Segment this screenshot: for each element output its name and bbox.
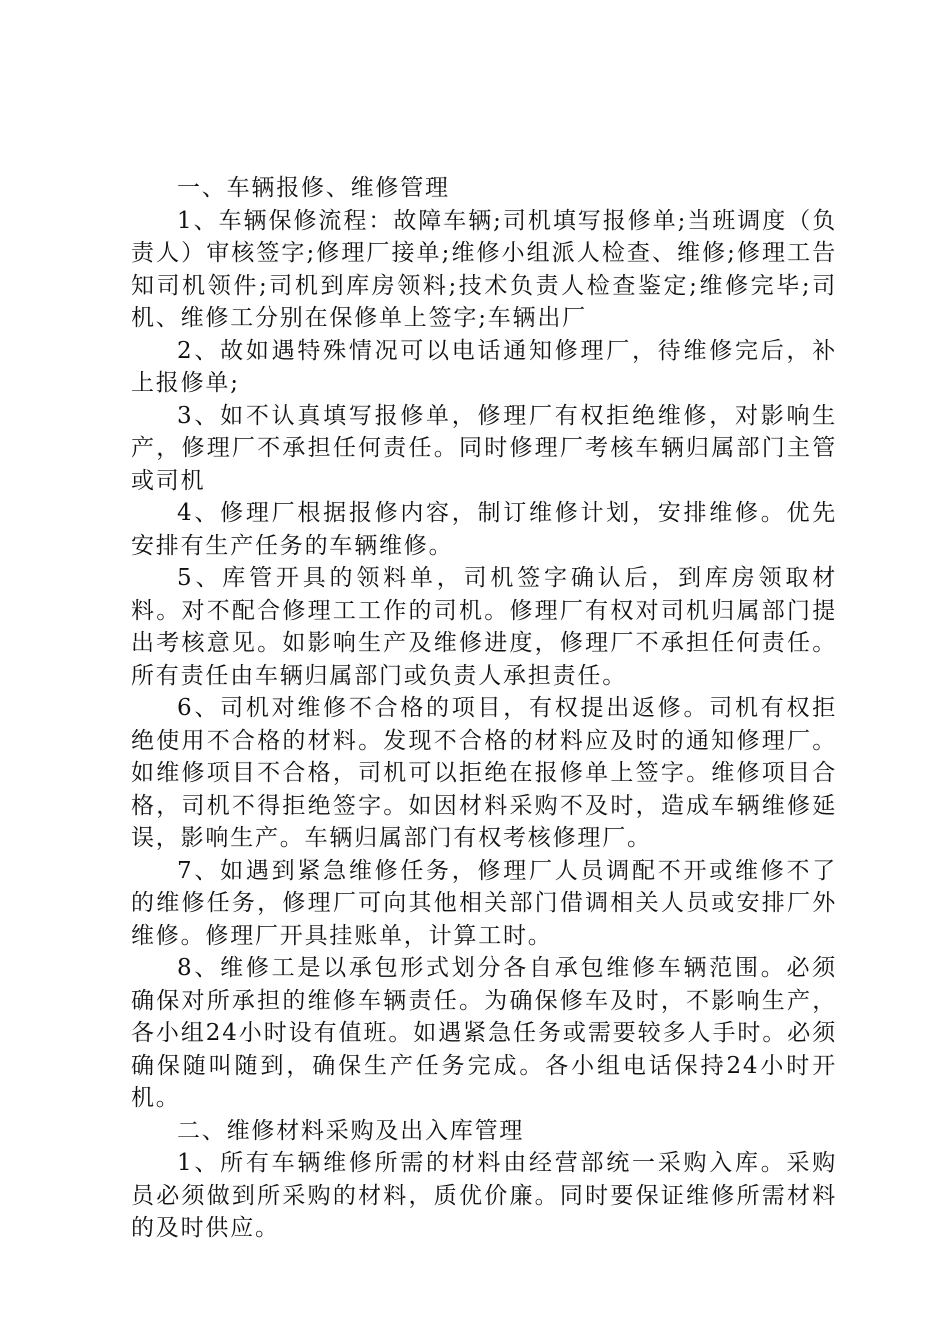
paragraph-2-1: 1、所有车辆维修所需的材料由经营部统一采购入库。采购员必须做到所采购的材料，质优价廉。同时要保证维修所需材料的及时供应。 <box>131 1150 837 1241</box>
paragraph-1-3: 3、如不认真填写报修单，修理厂有权拒绝维修，对影响生产，修理厂不承担任何责任。同时修理厂考核车辆归属部门主管或司机 <box>131 402 837 494</box>
paragraph-1-6: 6、司机对维修不合格的项目，有权提出返修。司机有权拒绝使用不合格的材料。发现不合格的材料应及时的通知修理厂。如维修项目不合格，司机可以拒绝在报修单上签字。维修项目合格，司机不得拒绝签字。如因材料采购不及时，造成车辆维修延误，影响生产。车辆归属部门有权考核修理厂。 <box>131 695 837 851</box>
paragraph-1-8: 8、维修工是以承包形式划分各自承包维修车辆范围。必须确保对所承担的维修车辆责任。为确保修车及时，不影响生产，各小组24小时设有值班。如遇紧急任务或需要较多人手时。必须确保随叫随到，确保生产任务完成。各小组电话保持24小时开机。 <box>131 955 837 1111</box>
paragraph-1-4: 4、修理厂根据报修内容，制订维修计划，安排维修。优先安排有生产任务的车辆维修。 <box>131 500 837 559</box>
paragraph-1-2: 2、故如遇特殊情况可以电话通知修理厂，待维修完后，补上报修单; <box>131 337 837 396</box>
document-body <box>131 172 837 1245</box>
section-heading-1: 一、车辆报修、维修管理 <box>177 175 450 201</box>
section-heading-2: 二、维修材料采购及出入库管理 <box>177 1117 525 1144</box>
paragraph-1-7: 7、如遇到紧急维修任务，修理厂人员调配不开或维修不了的维修任务，修理厂可向其他相关部门借调相关人员或安排厂外维修。修理厂开具挂账单，计算工时。 <box>131 857 837 949</box>
paragraph-1-1: 1、车辆保修流程：故障车辆;司机填写报修单;当班调度（负责人）审核签字;修理厂接单;维修小组派人检查、维修;修理工告知司机领件;司机到库房领料;技术负责人检查鉴定;维修完毕;司机、维修工分别在保修单上签字;车辆出厂 <box>131 207 837 331</box>
paragraph-1-5: 5、库管开具的领料单，司机签字确认后，到库房领取材料。对不配合修理工工作的司机。修理厂有权对司机归属部门提出考核意见。如影响生产及维修进度，修理厂不承担任何责任。所有责任由车辆归属部门或负责人承担责任。 <box>131 565 837 689</box>
